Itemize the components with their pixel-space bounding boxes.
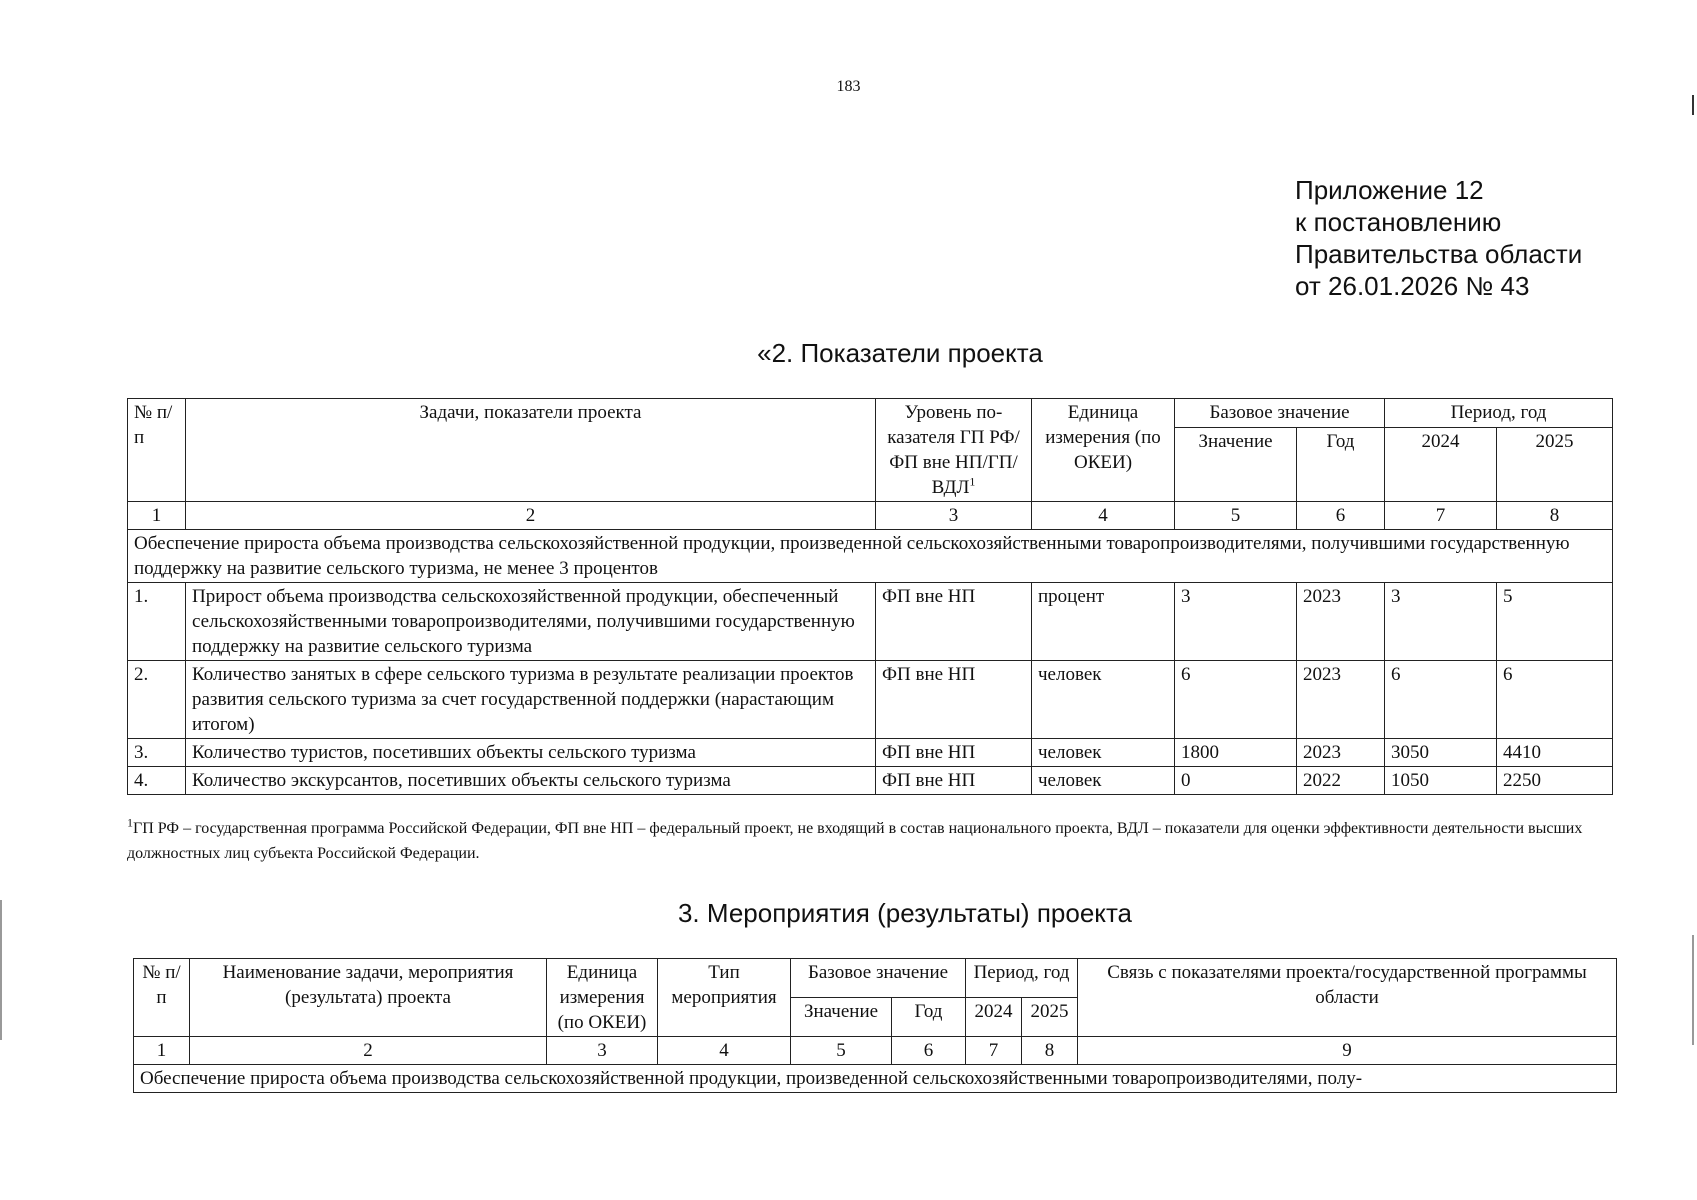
project-indicators-table <box>127 398 1613 795</box>
header-base-year: Год <box>1297 428 1385 502</box>
task-row <box>128 530 1613 583</box>
footnote-sup: 1 <box>127 815 133 830</box>
row-base-year: 2023 <box>1297 583 1385 661</box>
header-row <box>134 959 1617 998</box>
colnum: 6 <box>892 1037 966 1065</box>
row-base-year: 2023 <box>1297 661 1385 739</box>
colnum: 8 <box>1497 502 1613 530</box>
header-base: Базовое значение <box>1175 399 1385 428</box>
row-num: 3. <box>128 739 186 767</box>
row-base-year: 2022 <box>1297 767 1385 795</box>
header-period: Период, год <box>1385 399 1613 428</box>
header-unit: Единица измерения (по ОКЕИ) <box>547 959 658 1037</box>
row-2025: 2250 <box>1497 767 1613 795</box>
table-row <box>128 583 1613 661</box>
appendix-line-3: Правительства области <box>1295 239 1583 269</box>
scan-edge-mark <box>0 900 2 1040</box>
row-num: 1. <box>128 583 186 661</box>
header-level-text: Уровень по-казателя ГП РФ/ФП вне НП/ГП/ВДЛ <box>887 402 1020 498</box>
row-level: ФП вне НП <box>876 767 1032 795</box>
task-text: Обеспечение прироста объема производства сельскохозяйственной продукции, произведенной сельскохозяйственными товаропроизводителями, полу- <box>134 1065 1617 1093</box>
appendix-header <box>1295 174 1582 302</box>
row-2024: 3050 <box>1385 739 1497 767</box>
colnum: 2 <box>190 1037 547 1065</box>
row-2024: 1050 <box>1385 767 1497 795</box>
row-unit: процент <box>1032 583 1175 661</box>
header-base: Базовое значение <box>791 959 966 998</box>
header-level <box>876 399 1032 502</box>
colnum: 5 <box>1175 502 1297 530</box>
colnum: 3 <box>876 502 1032 530</box>
row-base-year: 2023 <box>1297 739 1385 767</box>
header-tasks: Задачи, показатели проекта <box>186 399 876 502</box>
appendix-line-1: Приложение 12 <box>1295 175 1484 205</box>
task-row <box>134 1065 1617 1093</box>
footnote-text: ГП РФ – государственная программа Российской Федерации, ФП вне НП – федеральный проект, не входящий в состав национального проекта, ВДЛ – показатели для оценки эффективности деятельности высших должностных лиц субъекта Российской Федерации. <box>127 820 1583 862</box>
section-3-title: 3. Мероприятия (результаты) проекта <box>677 898 1133 928</box>
row-2024: 6 <box>1385 661 1497 739</box>
header-num: № п/п <box>134 959 190 1037</box>
table-row <box>128 767 1613 795</box>
row-2025: 4410 <box>1497 739 1613 767</box>
row-2025: 5 <box>1497 583 1613 661</box>
colnum: 8 <box>1022 1037 1078 1065</box>
header-type: Тип мероприятия <box>658 959 791 1037</box>
scan-edge-mark <box>1692 95 1694 115</box>
row-name: Прирост объема производства сельскохозяйственной продукции, обеспеченный сельскохозяйственными товаропроизводителями, получившими государственную поддержку на развитие сельского туризма <box>186 583 876 661</box>
header-base-value: Значение <box>1175 428 1297 502</box>
colnum: 1 <box>134 1037 190 1065</box>
colnum: 5 <box>791 1037 892 1065</box>
row-2025: 6 <box>1497 661 1613 739</box>
header-base-value: Значение <box>791 998 892 1037</box>
header-2024: 2024 <box>966 998 1022 1037</box>
colnum: 2 <box>186 502 876 530</box>
row-base-value: 1800 <box>1175 739 1297 767</box>
header-base-year: Год <box>892 998 966 1037</box>
task-text: Обеспечение прироста объема производства сельскохозяйственной продукции, произведенной сельскохозяйственными товаропроизводителями, получившими государственную поддержку на развитие сельского туризма, не менее 3 процентов <box>128 530 1613 583</box>
row-unit: человек <box>1032 661 1175 739</box>
row-level: ФП вне НП <box>876 739 1032 767</box>
row-2024: 3 <box>1385 583 1497 661</box>
row-level: ФП вне НП <box>876 661 1032 739</box>
header-name: Наименование задачи, мероприятия (результата) проекта <box>190 959 547 1037</box>
colnum: 6 <box>1297 502 1385 530</box>
footnote <box>127 816 1607 866</box>
header-period: Период, год <box>966 959 1078 998</box>
header-unit: Единица измерения (по ОКЕИ) <box>1032 399 1175 502</box>
row-level: ФП вне НП <box>876 583 1032 661</box>
row-name: Количество экскурсантов, посетивших объекты сельского туризма <box>186 767 876 795</box>
colnum: 4 <box>1032 502 1175 530</box>
header-2024: 2024 <box>1385 428 1497 502</box>
row-num: 2. <box>128 661 186 739</box>
scan-edge-mark <box>1692 935 1694 1045</box>
header-2025: 2025 <box>1497 428 1613 502</box>
row-num: 4. <box>128 767 186 795</box>
project-activities-table <box>133 958 1617 1093</box>
row-base-value: 6 <box>1175 661 1297 739</box>
table-row <box>128 661 1613 739</box>
row-name: Количество туристов, посетивших объекты сельского туризма <box>186 739 876 767</box>
section-2-title: «2. Показатели проекта <box>757 338 1043 368</box>
row-unit: человек <box>1032 739 1175 767</box>
column-number-row <box>134 1037 1617 1065</box>
colnum: 9 <box>1078 1037 1617 1065</box>
colnum: 7 <box>966 1037 1022 1065</box>
appendix-line-2: к постановлению <box>1295 207 1502 237</box>
colnum: 3 <box>547 1037 658 1065</box>
header-row <box>128 399 1613 428</box>
header-level-sup: 1 <box>969 474 976 489</box>
row-base-value: 3 <box>1175 583 1297 661</box>
appendix-line-4: от 26.01.2026 № 43 <box>1295 271 1530 301</box>
column-number-row <box>128 502 1613 530</box>
header-num: № п/п <box>128 399 186 502</box>
page-number: 183 <box>836 78 861 95</box>
row-unit: человек <box>1032 767 1175 795</box>
colnum: 4 <box>658 1037 791 1065</box>
row-base-value: 0 <box>1175 767 1297 795</box>
header-2025: 2025 <box>1022 998 1078 1037</box>
colnum: 7 <box>1385 502 1497 530</box>
colnum: 1 <box>128 502 186 530</box>
table-row <box>128 739 1613 767</box>
row-name: Количество занятых в сфере сельского туризма в результате реализации проектов развития сельского туризма за счет государственной поддержки (нарастающим итогом) <box>186 661 876 739</box>
header-link: Связь с показателями проекта/государственной программы области <box>1078 959 1617 1037</box>
